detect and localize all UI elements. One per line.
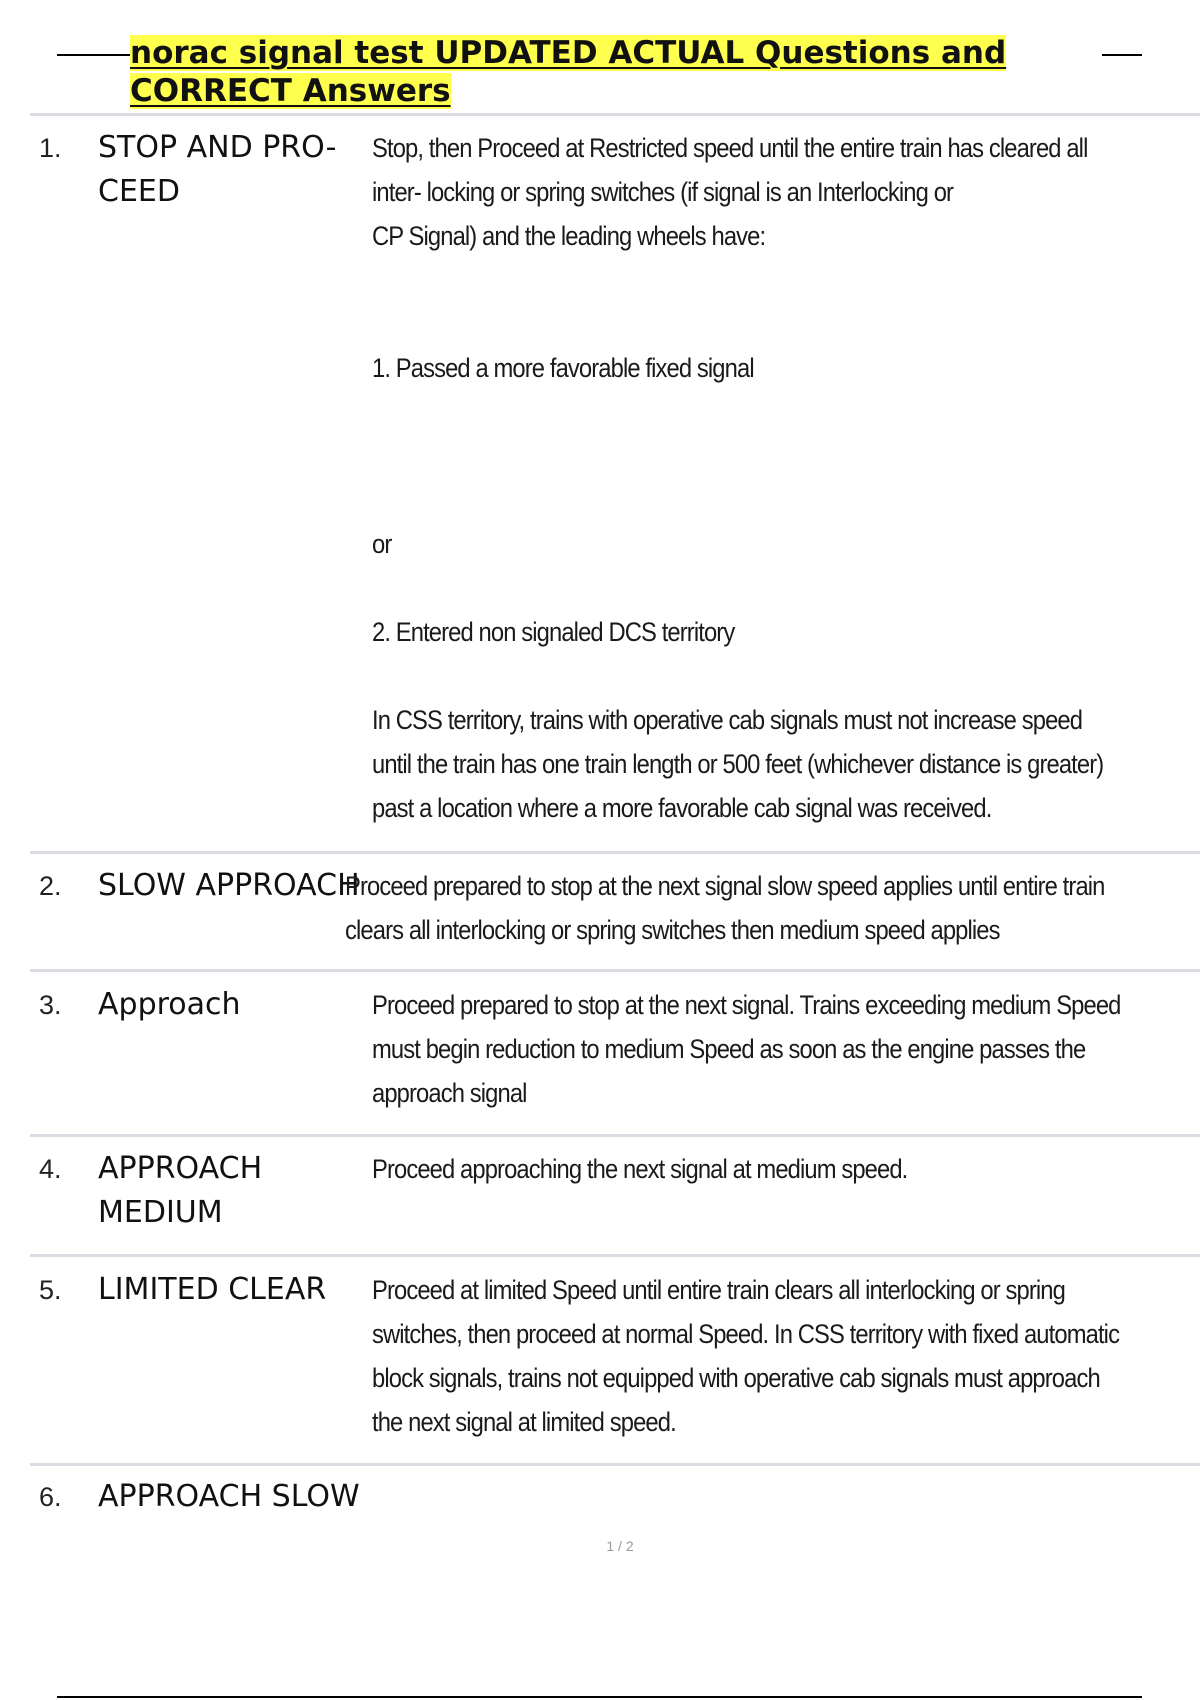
divider <box>30 1134 1200 1137</box>
item-term: Approach <box>98 987 241 1022</box>
item-term: SLOW APPROACH <box>98 868 360 903</box>
document-title: norac signal test UPDATED ACTUAL Questions and CORRECT Answers <box>130 35 1007 109</box>
item-term: STOP AND PRO- CEED <box>98 130 337 209</box>
item-definition-line: or <box>372 529 392 559</box>
item-definition-line: Stop, then Proceed at Restricted speed until the entire train has cleared all inter- locking or spring switches (if signal is an Interlocking or <box>372 133 1088 207</box>
item-number: 3. <box>39 990 62 1020</box>
item-number: 4. <box>39 1154 62 1184</box>
item-term: LIMITED CLEAR <box>98 1272 327 1307</box>
item-definition-line: 1. Passed a more favorable fixed signal <box>372 353 754 383</box>
divider <box>30 969 1200 972</box>
item-number: 5. <box>39 1275 62 1305</box>
item-definition: Proceed prepared to stop at the next signal. Trains exceeding medium Speed must begin reduction to medium Speed as soon as the engine passes the approach signal <box>372 990 1121 1108</box>
item-definition-line: In CSS territory, trains with operative cab signals must not increase speed until the train has one train length or 500 feet (whichever distance is greater) past a location where a more favorable cab signal was received. <box>372 705 1104 823</box>
divider <box>30 1463 1200 1466</box>
item-term: APPROACH SLOW <box>98 1479 360 1514</box>
page-indicator: 1 / 2 <box>606 1538 634 1554</box>
title-rule-right <box>1102 54 1142 56</box>
divider <box>30 851 1200 854</box>
item-number: 1. <box>39 133 62 163</box>
divider <box>30 113 1200 116</box>
item-definition-line: 2. Entered non signaled DCS territory <box>372 617 735 647</box>
bottom-rule <box>57 1696 1142 1698</box>
item-definition-line: CP Signal) and the leading wheels have: <box>372 221 766 251</box>
item-number: 6. <box>39 1482 62 1512</box>
item-term: APPROACH MEDIUM <box>98 1151 263 1230</box>
item-definition: Proceed at limited Speed until entire train clears all interlocking or spring switches, then proceed at normal Speed. In CSS territory with fixed automatic block signals, trains not equipped with operative cab signals must approach the next signal at limited speed. <box>372 1275 1120 1437</box>
item-definition: Proceed approaching the next signal at medium speed. <box>372 1154 908 1184</box>
divider <box>30 1254 1200 1257</box>
item-definition: Proceed prepared to stop at the next signal slow speed applies until entire train clears all interlocking or spring switches then medium speed applies <box>345 871 1105 945</box>
title-rule-left <box>57 54 130 56</box>
item-number: 2. <box>39 871 62 901</box>
